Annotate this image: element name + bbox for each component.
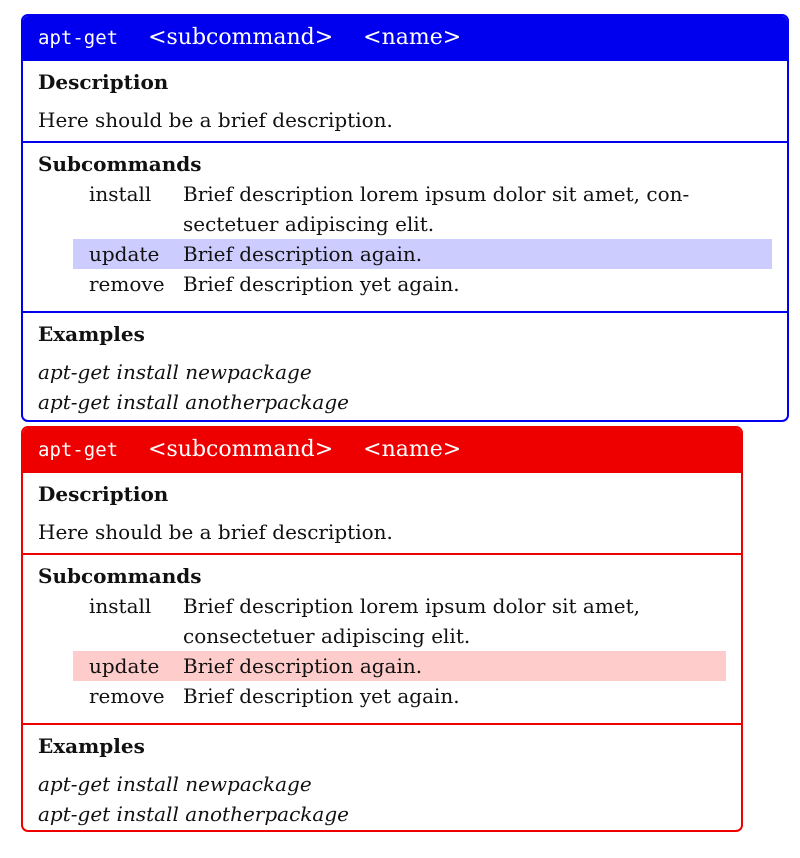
subcommands-table bbox=[38, 591, 726, 711]
description-text: Here should be a brief description. bbox=[38, 108, 393, 132]
subcommands-title: Subcommands bbox=[38, 564, 202, 588]
subcommand-name: remove bbox=[89, 684, 165, 708]
subcommand-desc: Brief description again. bbox=[183, 654, 423, 678]
example-line: apt-get install newpackage bbox=[38, 360, 312, 384]
examples-list bbox=[38, 761, 726, 829]
example-line: apt-get install anotherpackage bbox=[38, 802, 349, 826]
subcommand-desc-line: Brief description lorem ipsum dolor sit amet, bbox=[183, 594, 641, 618]
subcommand-name: install bbox=[89, 182, 152, 206]
manpage-box-blue bbox=[21, 14, 789, 422]
subcommand-desc: Brief description again. bbox=[183, 242, 423, 266]
description-title: Description bbox=[38, 482, 169, 506]
subcommand-desc bbox=[183, 179, 772, 239]
subcommand-row bbox=[73, 179, 772, 239]
description-section bbox=[23, 471, 741, 553]
name-arg: <name> bbox=[363, 437, 462, 462]
description-section bbox=[23, 59, 787, 141]
subcommand-row-highlighted bbox=[73, 239, 772, 269]
subcommand-desc bbox=[183, 591, 726, 651]
subcommand-row bbox=[73, 591, 726, 651]
title-bar bbox=[23, 16, 787, 59]
subcommands-table bbox=[38, 179, 772, 299]
subcommand-desc-line: consectetuer adipiscing elit. bbox=[183, 624, 471, 648]
subcommand-name: install bbox=[89, 594, 152, 618]
examples-title: Examples bbox=[38, 322, 145, 346]
subcommand-name: update bbox=[89, 654, 160, 678]
subcommand-name: update bbox=[89, 242, 160, 266]
examples-section bbox=[23, 723, 741, 832]
subcommand-row bbox=[73, 269, 772, 299]
subcommands-title: Subcommands bbox=[38, 152, 202, 176]
example-line: apt-get install anotherpackage bbox=[38, 390, 349, 414]
subcommands-section bbox=[23, 141, 787, 311]
examples-title: Examples bbox=[38, 734, 145, 758]
manpage-box-red bbox=[21, 426, 743, 832]
command-name: apt-get bbox=[38, 438, 119, 461]
subcommands-section bbox=[23, 553, 741, 723]
subcommand-desc: Brief description yet again. bbox=[183, 272, 460, 296]
subcommand-name: remove bbox=[89, 272, 165, 296]
command-name: apt-get bbox=[38, 26, 119, 49]
subcommand-desc-line: Brief description lorem ipsum dolor sit amet, con- bbox=[183, 182, 690, 206]
subcommand-desc: Brief description yet again. bbox=[183, 684, 460, 708]
example-line: apt-get install newpackage bbox=[38, 772, 312, 796]
subcommand-desc-line: sectetuer adipiscing elit. bbox=[183, 212, 435, 236]
title-bar bbox=[23, 428, 741, 471]
description-text: Here should be a brief description. bbox=[38, 520, 393, 544]
examples-list bbox=[38, 349, 772, 417]
subcommand-arg: <subcommand> bbox=[148, 25, 334, 50]
subcommand-arg: <subcommand> bbox=[148, 437, 334, 462]
name-arg: <name> bbox=[363, 25, 462, 50]
description-title: Description bbox=[38, 70, 169, 94]
examples-section bbox=[23, 311, 787, 422]
subcommand-row bbox=[73, 681, 726, 711]
subcommand-row-highlighted bbox=[73, 651, 726, 681]
